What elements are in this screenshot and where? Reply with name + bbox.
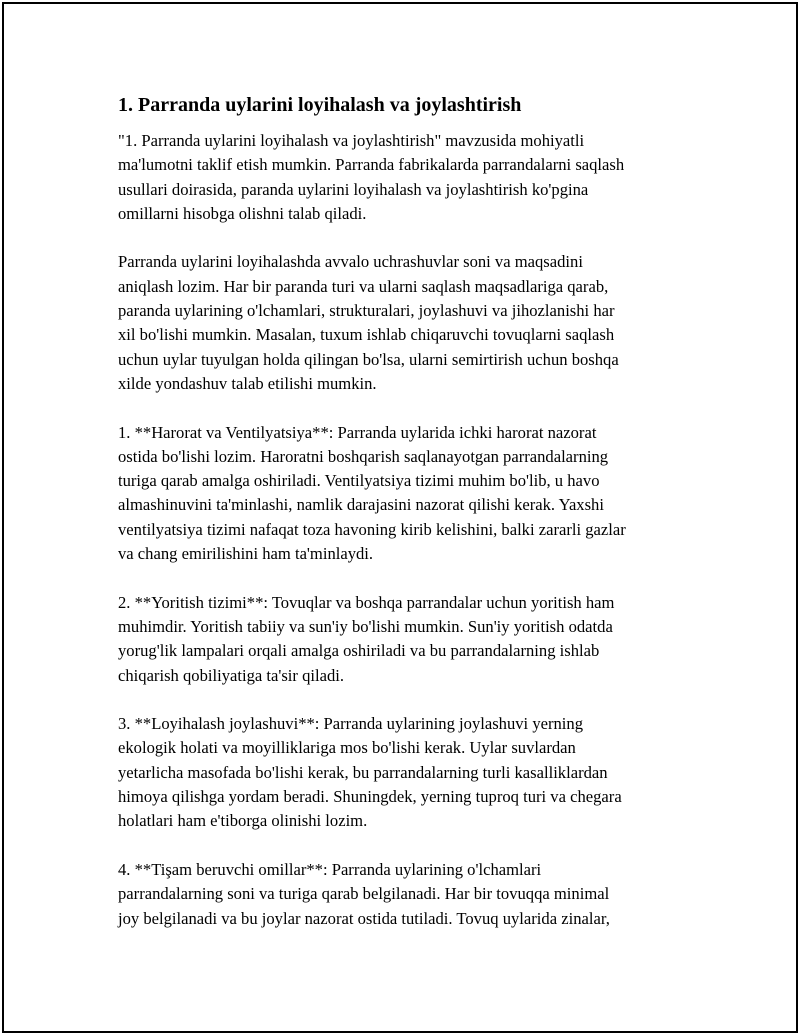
paragraph xyxy=(118,858,684,931)
paragraph-line: muhimdir. Yoritish tabiiy va sun'iy bo'lishi mumkin. Sun'iy yoritish odatda xyxy=(118,616,613,636)
paragraph xyxy=(118,591,684,688)
paragraph-line: ma'lumotni taklif etish mumkin. Parranda fabrikalarda parrandalarni saqlash xyxy=(118,155,625,175)
paragraph-line: parrandalarning soni va turiga qarab belgilanadi. Har bir tovuqqa minimal xyxy=(118,884,610,904)
paragraph-line: almashinuvini ta'minlashi, namlik darajasini nazorat qilishi kerak. Yaxshi xyxy=(118,495,604,515)
paragraph-line: ekologik holati va moyilliklariga mos bo'lishi kerak. Uylar suvlardan xyxy=(118,738,576,758)
paragraph-line: va chang emirilishini ham ta'minlaydi. xyxy=(118,544,374,564)
paragraph-line: 4. **Tişam beruvchi omillar**: Parranda uylarining o'lchamlari xyxy=(118,859,542,879)
paragraph xyxy=(118,129,684,226)
paragraph-line: 1. **Harorat va Ventilyatsiya**: Parranda uylarida ichki harorat nazorat xyxy=(118,422,597,442)
paragraph xyxy=(118,250,684,396)
paragraph-line: himoya qilishga yordam beradi. Shuningdek, yerning tuproq turi va chegara xyxy=(118,787,622,807)
section-heading: 1. Parranda uylarini loyihalash va joylashtirish xyxy=(118,94,522,116)
paragraph-line: chiqarish qobiliyatiga ta'sir qiladi. xyxy=(118,665,345,685)
paragraph-line: xil bo'lishi mumkin. Masalan, tuxum ishlab chiqaruvchi tovuqlarni saqlash xyxy=(118,325,615,345)
paragraph-line: usullari doirasida, paranda uylarini loyihalash va joylashtirish ko'pgina xyxy=(118,179,589,199)
paragraph-line: ostida bo'lishi lozim. Haroratni boshqarish saqlanayotgan parrandalarning xyxy=(118,446,609,466)
paragraph-line: xilde yondashuv talab etilishi mumkin. xyxy=(118,373,377,393)
paragraph-line: paranda uylarining o'lchamlari, strukturalari, joylashuvi va jihozlanishi har xyxy=(118,301,615,321)
paragraph-line: 2. **Yoritish tizimi**: Tovuqlar va boshqa parrandalar uchun yoritish ham xyxy=(118,592,615,612)
paragraph-line: yetarlicha masofada bo'lishi kerak, bu parrandalarning turli kasalliklardan xyxy=(118,762,608,782)
paragraph-line: omillarni hisobga olishni talab qiladi. xyxy=(118,203,367,223)
paragraph-line: 3. **Loyihalash joylashuvi**: Parranda uylarining joylashuvi yerning xyxy=(118,714,584,734)
paragraph-line: yorug'lik lampalari orqali amalga oshiriladi va bu parrandalarning ishlab xyxy=(118,641,600,661)
paragraph-line: joy belgilanadi va bu joylar nazorat ostida tutiladi. Tovuq uylarida zinalar, xyxy=(118,908,610,928)
paragraph-line: turiga qarab amalga oshiriladi. Ventilyatsiya tizimi muhim bo'lib, u havo xyxy=(118,471,600,491)
paragraph-line: holatlari ham e'tiborga olinishi lozim. xyxy=(118,811,368,831)
paragraph xyxy=(118,712,684,833)
paragraph xyxy=(118,421,684,567)
paragraph-line: ventilyatsiya tizimi nafaqat toza havoning kirib kelishini, balki zararli gazlar xyxy=(118,519,626,539)
paragraph-line: aniqlash lozim. Har bir paranda turi va ularni saqlash maqsadlariga qarab, xyxy=(118,276,609,296)
paragraph-line: Parranda uylarini loyihalashda avvalo uchrashuvlar soni va maqsadini xyxy=(118,252,583,272)
paragraph-line: "1. Parranda uylarini loyihalash va joylashtirish" mavzusida mohiyatli xyxy=(118,131,585,150)
document-body xyxy=(118,92,684,955)
paragraph-line: uchun uylar tuyulgan holda qilingan bo'lsa, ularni semirtirish uchun boshqa xyxy=(118,349,619,369)
paragraph-list xyxy=(118,129,684,931)
